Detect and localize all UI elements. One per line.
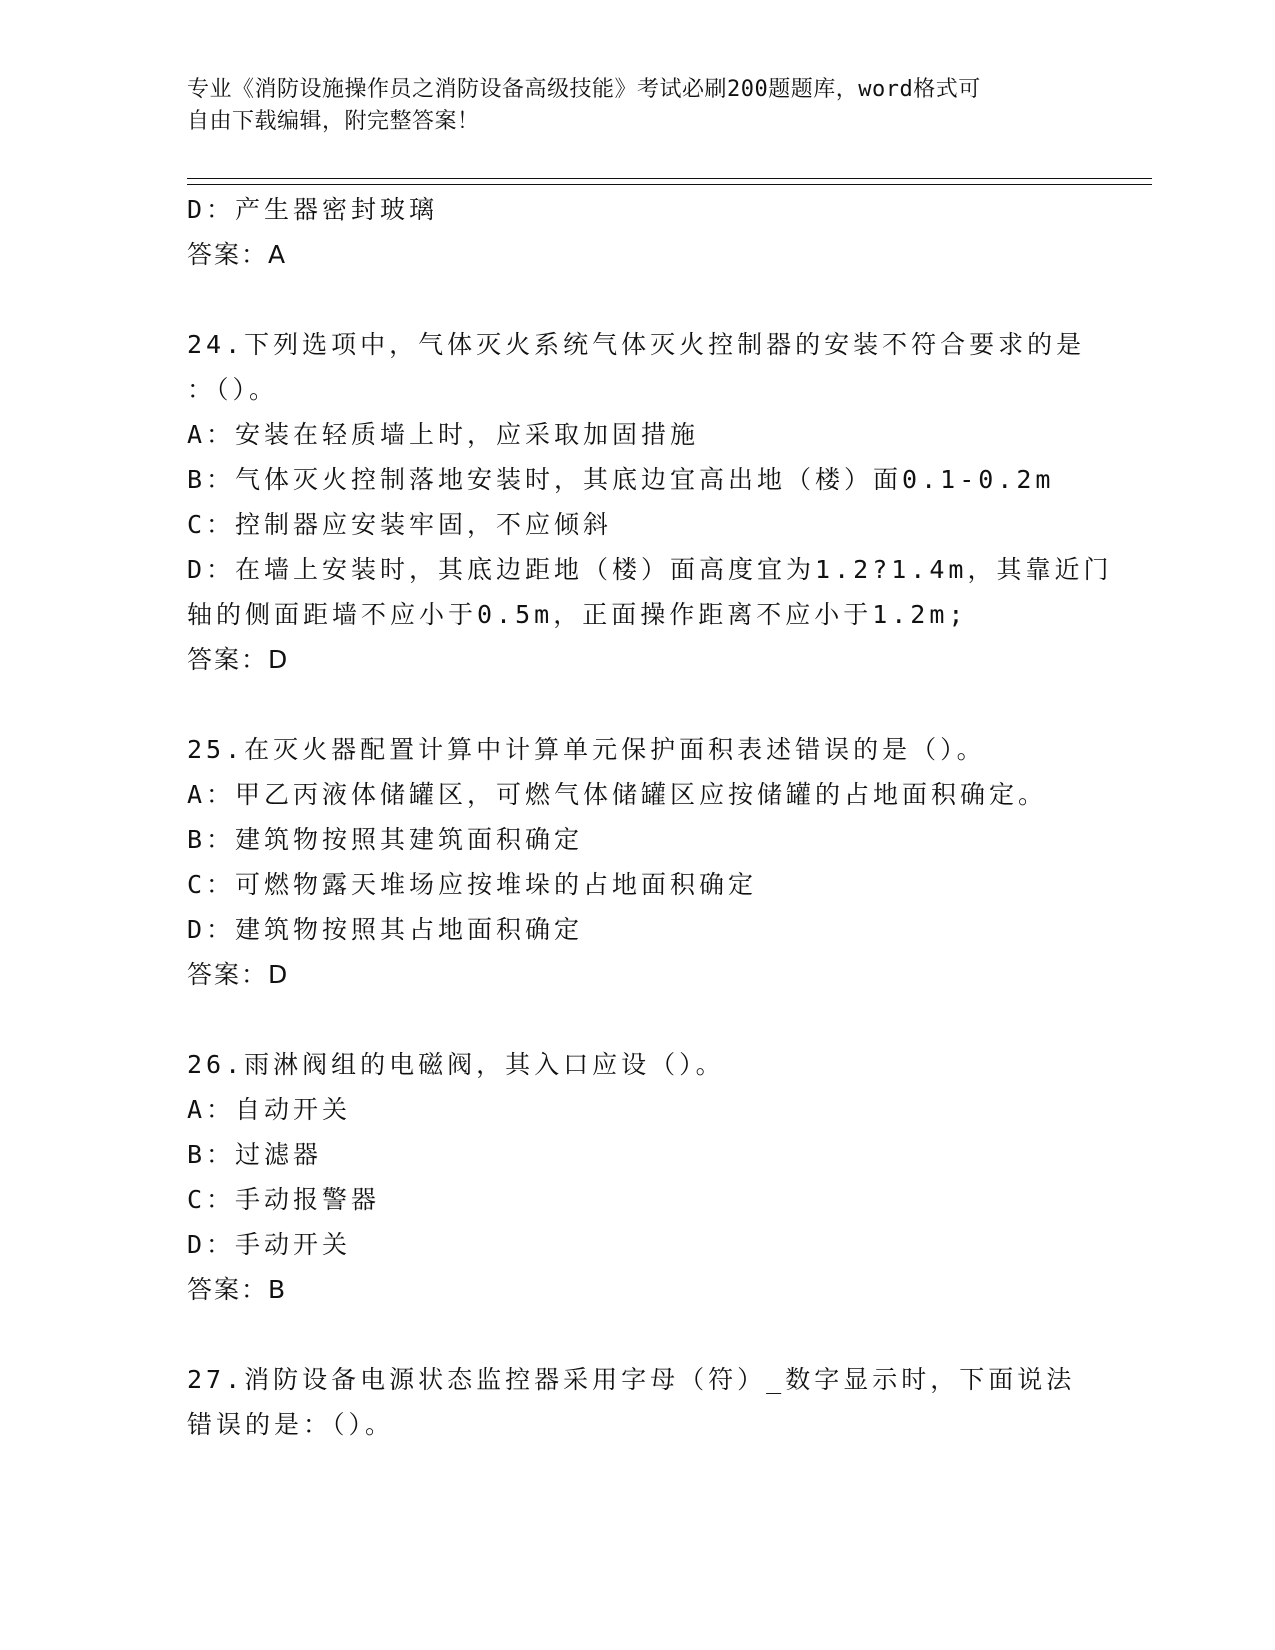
question-list [187,187,1113,1447]
q26-option-d: D：手动开关 [187,1230,352,1259]
q25-option-a: A：甲乙丙液体储罐区，可燃气体储罐区应按储罐的占地面积确定。 [187,780,1048,809]
q26-option-b: B：过滤器 [187,1140,323,1169]
document-header [187,74,1067,138]
q26-answer: 答案：B [187,1275,288,1304]
q27-stem-line-2: 错误的是：（）。 [187,1410,395,1439]
spacer [187,277,1087,322]
q24-option-c: C：控制器应安装牢固，不应倾斜 [187,510,613,539]
q25-option-d: D：建筑物按照其占地面积确定 [187,915,584,944]
spacer [187,997,1087,1042]
header-rule-bottom [187,184,1152,185]
q24-answer: 答案：D [187,645,290,674]
q26-option-a: A：自动开关 [187,1095,352,1124]
q24-stem-line-2: ：（）。 [187,375,279,404]
q24-option-d-line-2: 轴的侧面距墙不应小于0.5m，正面操作距离不应小于1.2m; [187,600,968,629]
q25-option-c: C：可燃物露天堆场应按堆垛的占地面积确定 [187,870,758,899]
q24-option-d-line-1: D：在墙上安装时，其底边距地（楼）面高度宜为1.2?1.4m，其靠近门 [187,555,1113,584]
q23-option-d: D：产生器密封玻璃 [187,195,439,224]
q24-stem-line-1: 24.下列选项中，气体灭火系统气体灭火控制器的安装不符合要求的是 [187,330,1086,359]
header-rule-top [187,178,1152,179]
q26-stem: 26.雨淋阀组的电磁阀，其入口应设（）。 [187,1050,725,1079]
q27-stem-line-1: 27.消防设备电源状态监控器采用字母（符）_数字显示时，下面说法 [187,1365,1076,1394]
spacer [187,682,1087,727]
q25-option-b: B：建筑物按照其建筑面积确定 [187,825,584,854]
q25-answer: 答案：D [187,960,290,989]
q26-option-c: C：手动报警器 [187,1185,381,1214]
header-line-1: 专业《消防设施操作员之消防设备高级技能》考试必刷200题题库，word格式可 [187,77,981,102]
spacer [187,1312,1087,1357]
q23-answer: 答案：A [187,240,288,269]
q24-option-a: A：安装在轻质墙上时，应采取加固措施 [187,420,700,449]
q24-option-b: B：气体灭火控制落地安装时，其底边宜高出地（楼）面0.1-0.2m [187,465,1055,494]
q25-stem: 25.在灭火器配置计算中计算单元保护面积表述错误的是（）。 [187,735,986,764]
header-line-2: 自由下载编辑，附完整答案！ [187,109,480,134]
